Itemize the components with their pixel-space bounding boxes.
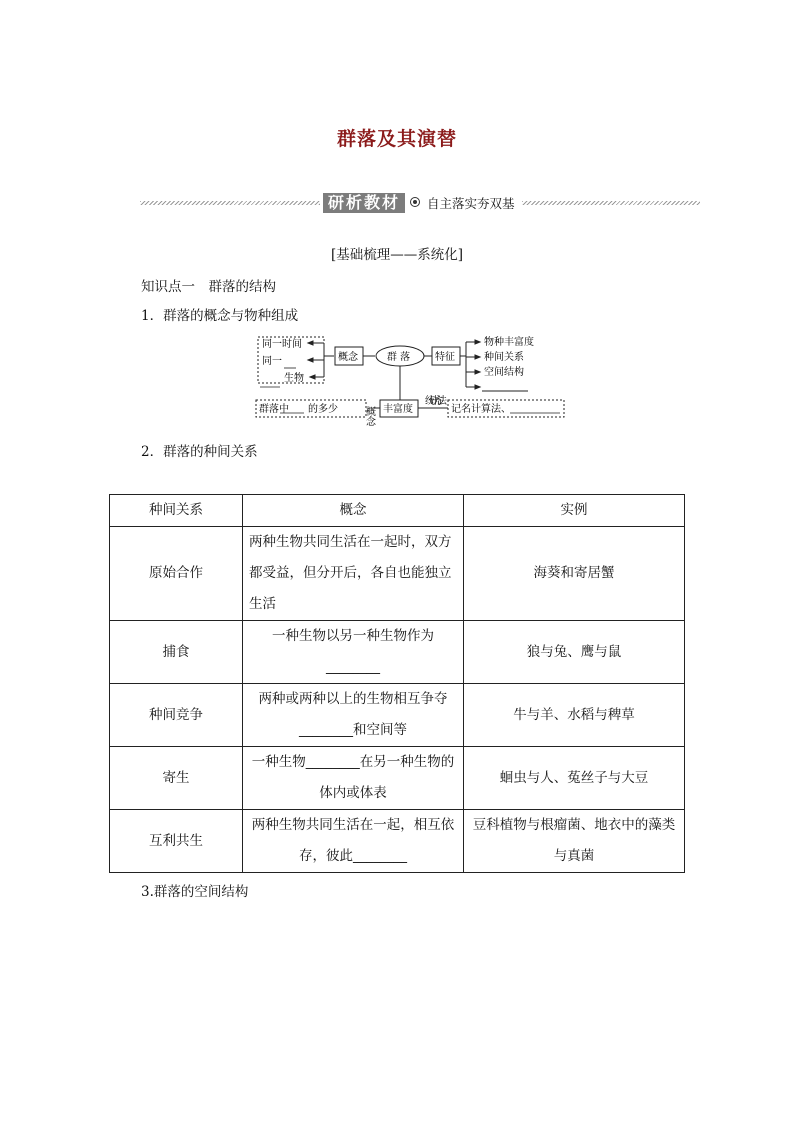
row-type: 捕食 [110,621,243,684]
diagram-feature: 特征 [435,352,455,363]
row-example: 海葵和寄居蟹 [464,527,685,621]
row-type: 互利共生 [110,810,243,873]
row-example: 豆科植物与根瘤菌、地衣中的藻类与真菌 [464,810,685,873]
banner-divider-left [140,201,320,205]
item-1-heading: 1．群落的概念与物种组成 [141,308,299,324]
diagram-richness: 丰富度 [383,404,413,415]
row-concept: 两种生物共同生活在一起，相互依存，彼此________ [243,810,464,873]
interspecific-relations-table [109,494,685,873]
diagram-concept-vertical: 概念 [363,406,375,426]
row-example: 牛与羊、水稻与稗草 [464,684,685,747]
diagram-right-3: 空间结构 [484,367,524,378]
row-type: 寄生 [110,747,243,810]
section-header: [基础梳理——系统化] [330,247,464,263]
row-example: 狼与兔、鹰与鼠 [464,621,685,684]
diagram-left-3: 生物 [284,373,304,384]
item-2-heading: 2．群落的种间关系 [141,444,258,460]
diagram-left-2: 同一 [262,356,282,367]
header-concept: 概念 [243,495,464,527]
diagram-bottom-left-a: 群落中 [259,404,289,415]
page-title: 群落及其演替 [336,128,457,150]
bullet-icon [410,197,420,207]
row-example: 蛔虫与人、菟丝子与大豆 [464,747,685,810]
diagram-right-1: 物种丰富度 [484,337,534,348]
table-row [110,621,685,684]
header-type: 种间关系 [110,495,243,527]
table-row [110,810,685,873]
header-example: 实例 [464,495,685,527]
diagram-stat-label: 统计方法 [425,396,447,407]
diagram-concept: 概念 [338,352,358,363]
diagram-center: 群 落 [387,352,411,363]
row-type: 种间竞争 [110,684,243,747]
row-concept: 两种生物共同生活在一起时，双方都受益，但分开后，各自也能独立生活 [243,527,464,621]
row-concept: 两种或两种以上的生物相互争夺________和空间等 [243,684,464,747]
row-type: 原始合作 [110,527,243,621]
item-3-heading: 3.群落的空间结构 [141,884,249,900]
table-row [110,527,685,621]
diagram-bottom-right: 记名计算法、 [451,404,511,415]
banner-subtitle: 自主落实夯双基 [427,196,515,211]
table-row [110,747,685,810]
row-concept: 一种生物________在另一种生物的体内或体表 [243,747,464,810]
row-concept: 一种生物以另一种生物作为________ [243,621,464,684]
knowledge-point-heading: 知识点一 群落的结构 [141,279,276,295]
banner-divider-right [522,201,700,205]
diagram-right-2: 种间关系 [484,352,524,363]
diagram-left-1: 同一时间 [262,339,302,350]
table-header-row [110,495,685,527]
community-concept-diagram [250,333,570,428]
banner-badge: 研析教材 [323,193,405,213]
diagram-bottom-left-b: 的多少 [308,404,338,415]
table-row [110,684,685,747]
